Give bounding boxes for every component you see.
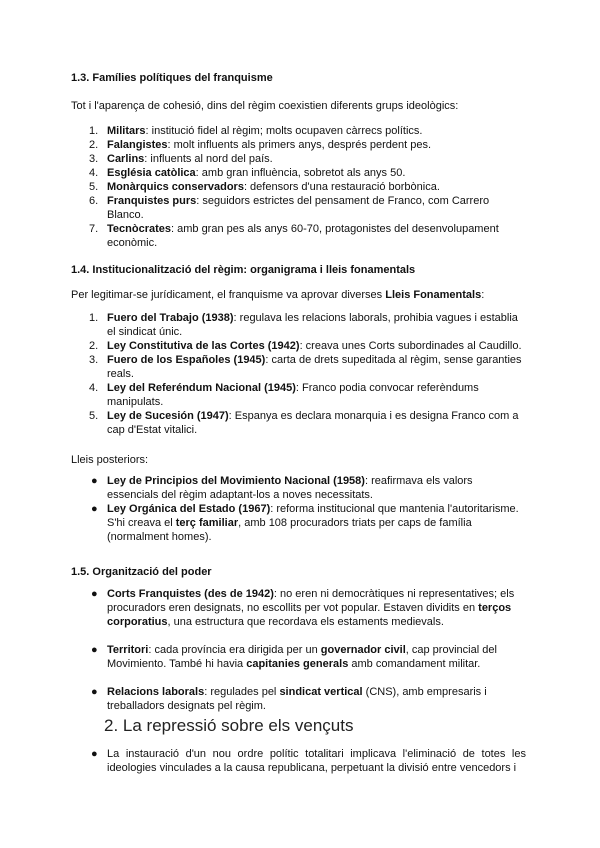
list-item: ● Corts Franquistes (des de 1942): no eren ni democràtiques ni representatives; els procuradors eren designats, no escollits per vot popular. Estaven dividits en terços corporatius, una estructura que recordava els estaments medievals. (91, 588, 515, 628)
section-heading-1-3: 1.3. Famílies polítiques del franquisme (71, 72, 273, 84)
political-families-list (71, 124, 526, 250)
list-item: 3. Carlins: influents al nord del país. (89, 153, 273, 165)
list-item: 4. Església catòlica: amb gran influència, sobretot als anys 50. (89, 167, 406, 179)
section-1-4-intro: Per legitimar-se jurídicament, el franquisme va aprovar diverses Lleis Fonamentals: (71, 289, 485, 301)
power-organization-list (71, 587, 526, 727)
section-heading-1-4: 1.4. Institucionalització del règim: organigrama i lleis fonamentals (71, 264, 416, 276)
section-1-3-intro: Tot i l'aparença de cohesió, dins del règim coexistien diferents grups ideològics: (71, 100, 459, 112)
list-item: 5. Monàrquics conservadors: defensors d'una restauració borbònica. (89, 181, 440, 193)
list-item: 1. Militars: institució fidel al règim; molts ocupaven càrrecs polítics. (89, 125, 423, 137)
list-item: 4. Ley del Referéndum Nacional (1945): Franco podia convocar referèndums manipulats. (89, 382, 479, 408)
list-item: 6. Franquistes purs: seguidors estrictes del pensament de Franco, com Carrero Blanco. (89, 195, 490, 221)
list-item: ● Ley Orgánica del Estado (1967): reforma institucional que mantenia l'autoritarisme. S'hi creava el terç familiar, amb 108 procuradors triats per caps de família (normalment homes). (91, 503, 519, 543)
later-laws-list (71, 474, 526, 544)
list-item: ● Territori: cada província era dirigida per un governador civil, cap provincial del Movimiento. També hi havia capitanies generals amb comandament militar. (91, 644, 497, 670)
list-item: ● La instauració d'un nou ordre polític totalitari implicava l'eliminació de totes les ideologies vinculades a la causa republicana, perpetuant la divisió entre vencedors i (91, 748, 526, 774)
section-heading-1-5: 1.5. Organització del poder (71, 566, 212, 578)
list-item: 1. Fuero del Trabajo (1938): regulava les relacions laborals, prohibia vagues i establia el sindicat únic. (89, 312, 518, 338)
list-item: 3. Fuero de los Españoles (1945): carta de drets supeditada al règim, sense garanties reals. (89, 354, 522, 380)
list-item: 5. Ley de Sucesión (1947): Espanya es declara monarquia i es designa Franco com a cap d'Estat vitalici. (89, 410, 519, 436)
repression-list (71, 747, 526, 775)
later-laws-label: Lleis posteriors: (71, 454, 149, 466)
chapter-heading-2: 2. La repressió sobre els vençuts (104, 716, 354, 735)
list-item: 2. Ley Constitutiva de las Cortes (1942): creava unes Corts subordinades al Caudillo. (89, 340, 522, 352)
list-item: ● Relacions laborals: regulades pel sindicat vertical (CNS), amb empresaris i treballadors designats pel règim. (91, 686, 487, 712)
list-item: 7. Tecnòcrates: amb gran pes als anys 60-70, protagonistes del desenvolupament econòmic. (89, 223, 499, 249)
fundamental-laws-list (71, 311, 526, 437)
list-item: ● Ley de Principios del Movimiento Nacional (1958): reafirmava els valors essencials del règim adaptant-los a noves necessitats. (91, 475, 473, 501)
list-item: 2. Falangistes: molt influents als primers anys, després perdent pes. (89, 139, 432, 151)
